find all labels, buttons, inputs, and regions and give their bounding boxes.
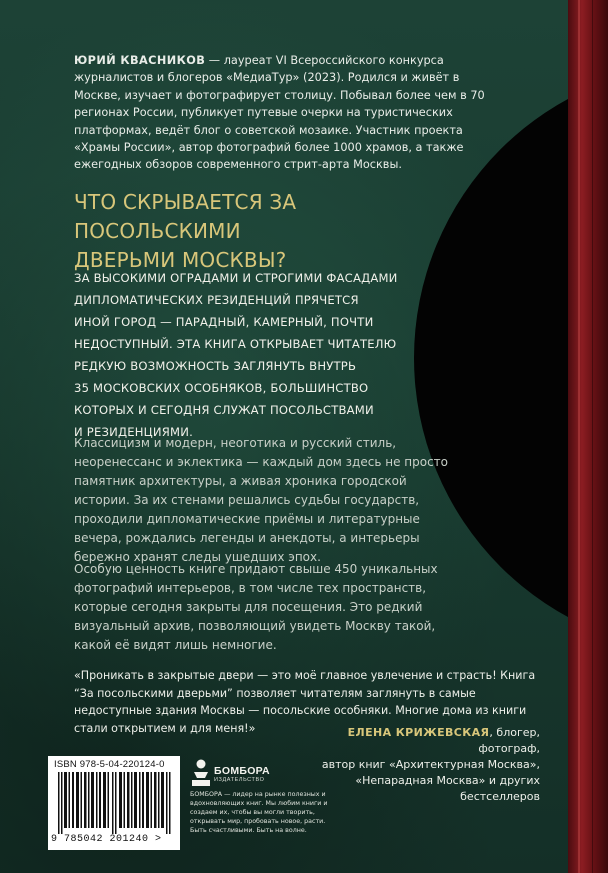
quote-attribution: ЕЛЕНА КРИЖЕВСКАЯ, блогер, фотограф, автор книг «Архитектурная Москва», «Непарадная Москва» и других бестселлеров	[321, 726, 540, 803]
isbn-label: ISBN 978-5-04-220124-0	[54, 759, 165, 770]
description-paragraph-2: Особую ценность книге придают свыше 450 уникальных фотографий интерьеров, в том числе тех пространств, которые сегодня закрыты для посещения. Это редкий визуальный архив, позволяющий увидеть Москву такой, какой её видят лишь немногие.	[74, 562, 438, 652]
bombora-logo-icon	[190, 758, 212, 788]
publisher-name: БОМБОРА	[214, 765, 270, 777]
lead-line: КОТОРЫХ И СЕГОДНЯ СЛУЖАТ ПОСОЛЬСТВАМИ	[74, 403, 374, 417]
author-bio-text: — лауреат VI Всероссийского конкурса журналистов и блогеров «МедиаТур» (2023). Родился и живёт в Москве, изучает и фотографирует столицу. Побывал более чем в 70 регионах России, публикует путевые очерки на туристических платформах, ведёт блог о советской мозаике. Участник проекта «Храмы России», автор фотографий более 1000 храмов, а также ежегодных обзоров современного стрит-арта Москвы.	[74, 54, 485, 172]
lead-line: НЕДОСТУПНЫЙ. ЭТА КНИГА ОТКРЫВАЕТ ЧИТАТЕЛЮ	[74, 337, 397, 351]
publisher-logo	[190, 758, 270, 788]
lead-line: 35 МОСКОВСКИХ ОСОБНЯКОВ, БОЛЬШИНСТВО	[74, 381, 369, 395]
barcode-icon	[56, 772, 172, 834]
lead-paragraph	[74, 267, 414, 443]
author-name: ЮРИЙ КВАСНИКОВ	[74, 54, 206, 67]
lead-line: ДИПЛОМАТИЧЕСКИХ РЕЗИДЕНЦИЙ ПРЯЧЕТСЯ	[74, 293, 359, 307]
publisher-subtitle: ИЗДАТЕЛЬСТВО	[214, 777, 265, 783]
lead-line: РЕДКУЮ ВОЗМОЖНОСТЬ ЗАГЛЯНУТЬ ВНУТРЬ	[74, 359, 357, 373]
lead-line: ЗА ВЫСОКИМИ ОГРАДАМИ И СТРОГИМИ ФАСАДАМИ	[74, 271, 398, 285]
barcode-digits: 9 785042 201240 >	[51, 834, 162, 845]
author-bio	[74, 52, 494, 174]
publisher-blurb: БОМБОРА — лидер на рынке полезных и вдохновляющих книг. Мы любим книги и создаем их, чтобы вы могли творить, открывать мир, пробовать новое, расти. Быть счастливыми. Быть на волне.	[190, 791, 328, 834]
headline-line-1: ЧТО СКРЫВАЕТСЯ ЗА ПОСОЛЬСКИМИ	[74, 190, 297, 243]
review-quote: «Проникать в закрытые двери — это моё главное увлечение и страсть! Книга “За посольскими дверьми” позволяет читателям заглянуть в самые недоступные здания Москвы — посольские особняки. Многие дома из книги стали открытием и для меня!»	[74, 669, 536, 735]
isbn-barcode	[48, 756, 180, 850]
headline	[74, 188, 454, 275]
red-spine-stripe	[568, 0, 608, 873]
lead-line: И РЕЗИДЕНЦИЯМИ.	[74, 425, 193, 439]
description-paragraph-1: Классицизм и модерн, неоготика и русский стиль, неоренессанс и эклектика — каждый дом здесь не просто памятник архитектуры, а живая хроника городской истории. За их стенами решались судьбы государств, проходили дипломатические приёмы и литературные вечера, рождались легенды и анекдоты, а интерьеры бережно хранят следы ушедших эпох.	[74, 436, 448, 564]
reviewer-name: ЕЛЕНА КРИЖЕВСКАЯ	[347, 726, 490, 739]
lead-line: ИНОЙ ГОРОД — ПАРАДНЫЙ, КАМЕРНЫЙ, ПОЧТИ	[74, 315, 374, 329]
headline-line-2: ДВЕРЬМИ МОСКВЫ?	[74, 248, 287, 272]
